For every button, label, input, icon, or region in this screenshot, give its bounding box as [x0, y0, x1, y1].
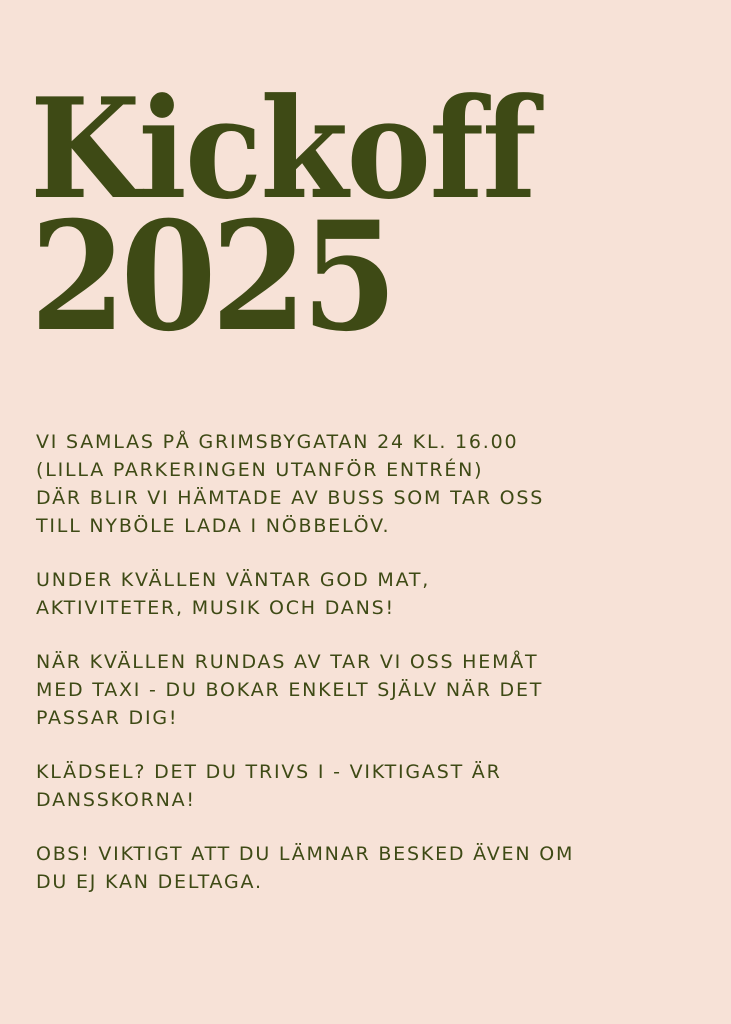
title-year: 2025: [30, 189, 393, 365]
title-name: Kickoff: [30, 67, 535, 230]
paragraph-meeting-point: [36, 428, 676, 540]
paragraph-evening: [36, 566, 676, 622]
text-line: TILL NYBÖLE LADA I NÖBBELÖV.: [36, 515, 391, 537]
text-line: OBS! VIKTIGT ATT DU LÄMNAR BESKED ÄVEN OM: [36, 843, 575, 865]
text-line: DÄR BLIR VI HÄMTADE AV BUSS SOM TAR OSS: [36, 487, 545, 509]
text-line: KLÄDSEL? DET DU TRIVS I - VIKTIGAST ÄR: [36, 761, 502, 783]
event-title: [30, 67, 535, 365]
text-line: UNDER KVÄLLEN VÄNTAR GOD MAT,: [36, 569, 431, 591]
paragraph-rsvp: [36, 840, 676, 896]
text-line: MED TAXI - DU BOKAR ENKELT SJÄLV NÄR DET: [36, 679, 544, 701]
text-line: PASSAR DIG!: [36, 707, 179, 729]
invitation-body: [36, 428, 676, 922]
text-line: NÄR KVÄLLEN RUNDAS AV TAR VI OSS HEMÅT: [36, 651, 539, 673]
text-line: AKTIVITETER, MUSIK OCH DANS!: [36, 597, 395, 619]
paragraph-dress-code: [36, 758, 676, 814]
text-line: DU EJ KAN DELTAGA.: [36, 871, 263, 893]
text-line: (LILLA PARKERINGEN UTANFÖR ENTRÉN): [36, 459, 484, 481]
text-line: VI SAMLAS PÅ GRIMSBYGATAN 24 KL. 16.00: [36, 431, 519, 453]
paragraph-transport-home: [36, 648, 676, 732]
text-line: DANSSKORNA!: [36, 789, 196, 811]
